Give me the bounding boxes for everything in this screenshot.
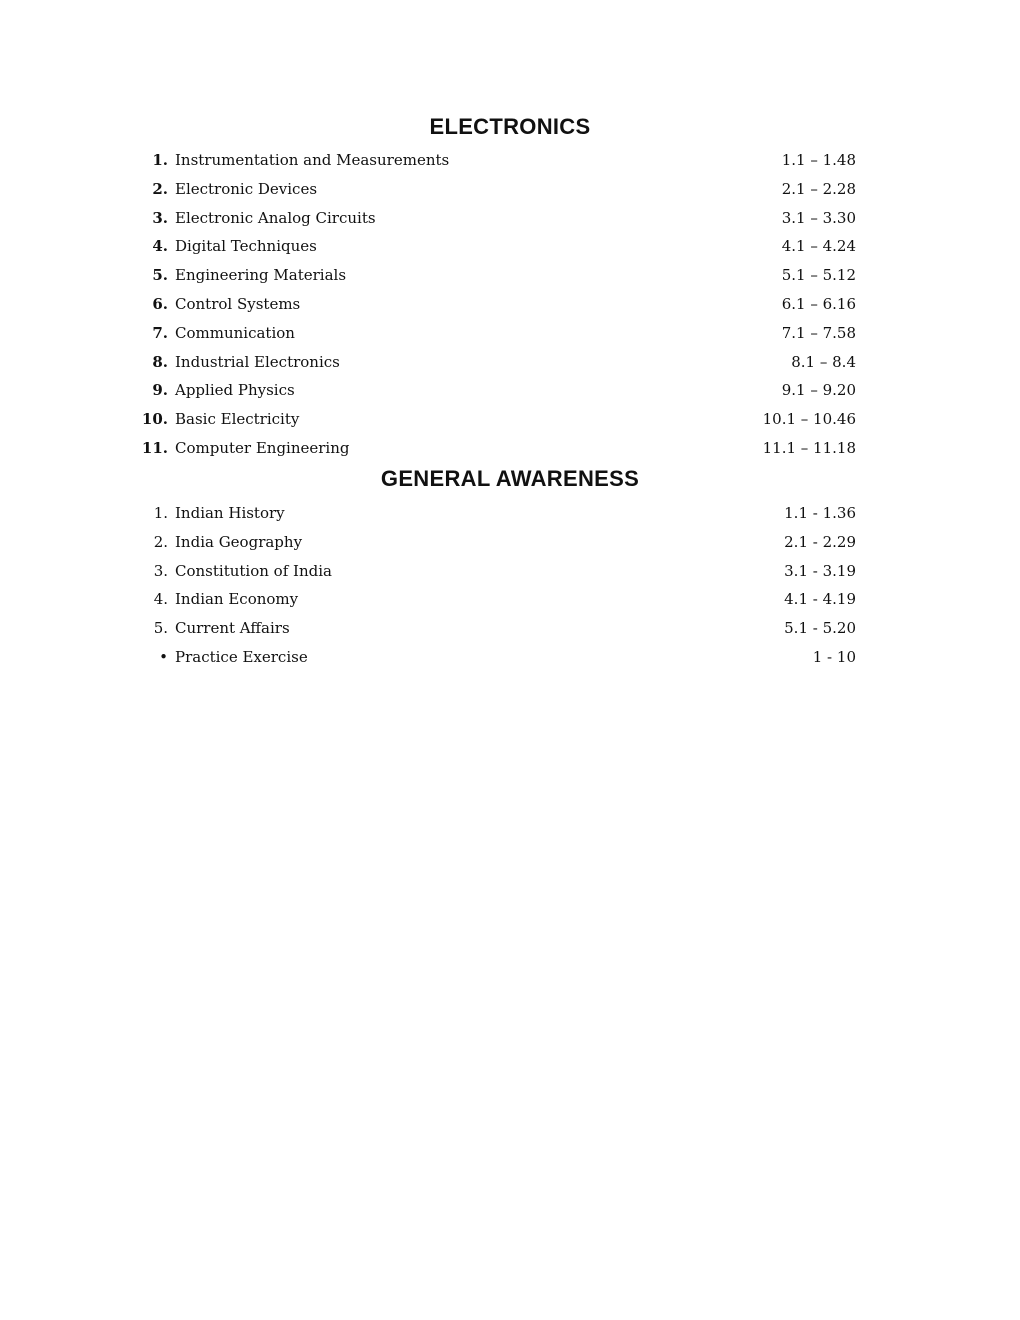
general-awareness-toc-list [0, 499, 1020, 672]
item-number: 7. [152, 323, 168, 342]
item-pages: 5.1 - 5.20 [784, 619, 856, 638]
item-title: Current Affairs [175, 619, 290, 638]
item-pages: 1.1 - 1.36 [784, 504, 856, 522]
item-title: Basic Electricity [175, 410, 300, 429]
item-title: Computer Engineering [175, 438, 350, 457]
item-title: Communication [175, 323, 295, 342]
item-number: 3. [153, 561, 168, 580]
item-pages: 2.1 - 2.29 [784, 532, 856, 551]
item-number: 5. [152, 266, 168, 285]
item-pages: 3.1 - 3.19 [784, 561, 856, 580]
item-title: Control Systems [175, 294, 301, 313]
item-number: 2. [152, 179, 168, 198]
item-pages: 1.1 – 1.48 [781, 151, 856, 169]
item-number: 4. [152, 237, 168, 256]
toc-item [0, 585, 1020, 614]
item-number: 1. [153, 504, 168, 522]
item-number: 1. [152, 151, 168, 169]
item-pages: 1 - 10 [812, 647, 856, 666]
toc-item [0, 614, 1020, 643]
bullet-icon: • [159, 647, 168, 666]
toc-item [0, 261, 1020, 290]
toc-item [0, 376, 1020, 405]
item-number: 4. [153, 590, 168, 609]
item-number: 11. [141, 438, 168, 457]
item-number: 2. [153, 532, 168, 551]
item-pages: 9.1 – 9.20 [781, 381, 856, 400]
item-number: 6. [152, 294, 168, 313]
item-number: 9. [152, 381, 168, 400]
item-pages: 4.1 - 4.19 [784, 590, 856, 609]
item-number: 5. [153, 619, 168, 638]
item-pages: 2.1 – 2.28 [781, 179, 856, 198]
item-title: Indian History [175, 504, 285, 522]
item-pages: 7.1 – 7.58 [781, 323, 856, 342]
item-title: India Geography [175, 532, 303, 551]
item-title: Electronic Devices [175, 179, 318, 198]
toc-item [0, 348, 1020, 377]
item-title: Instrumentation and Measurements [175, 151, 450, 169]
section-title-general-awareness: GENERAL AWARENESS [380, 466, 640, 491]
section-title-electronics: ELECTRONICS [429, 114, 591, 139]
item-title: Electronic Analog Circuits [175, 208, 376, 227]
item-pages: 6.1 – 6.16 [781, 294, 856, 313]
item-title: Engineering Materials [175, 266, 347, 285]
toc-item [0, 319, 1020, 348]
item-title: Digital Techniques [175, 237, 317, 256]
item-title: Constitution of India [175, 561, 332, 580]
item-pages: 8.1 – 8.4 [791, 352, 856, 371]
item-pages: 3.1 – 3.30 [781, 208, 856, 227]
toc-item [0, 643, 1020, 672]
toc-item [0, 175, 1020, 204]
toc-item [0, 232, 1020, 261]
item-title: Indian Economy [175, 590, 299, 609]
item-title: Applied Physics [175, 381, 295, 400]
toc-item [0, 499, 1020, 528]
item-pages: 5.1 – 5.12 [781, 266, 856, 285]
item-number: 8. [152, 352, 168, 371]
item-pages: 4.1 – 4.24 [781, 237, 856, 256]
item-title: Practice Exercise [175, 647, 308, 666]
item-number: 10. [141, 410, 168, 429]
toc-item [0, 146, 1020, 175]
item-pages: 10.1 – 10.46 [762, 410, 856, 429]
toc-item [0, 204, 1020, 233]
item-title: Industrial Electronics [175, 352, 340, 371]
toc-item [0, 405, 1020, 434]
electronics-toc-list [0, 146, 1020, 463]
toc-item [0, 434, 1020, 463]
item-number: 3. [152, 208, 168, 227]
toc-item [0, 528, 1020, 557]
item-pages: 11.1 – 11.18 [762, 438, 856, 457]
toc-item [0, 557, 1020, 586]
toc-item [0, 290, 1020, 319]
